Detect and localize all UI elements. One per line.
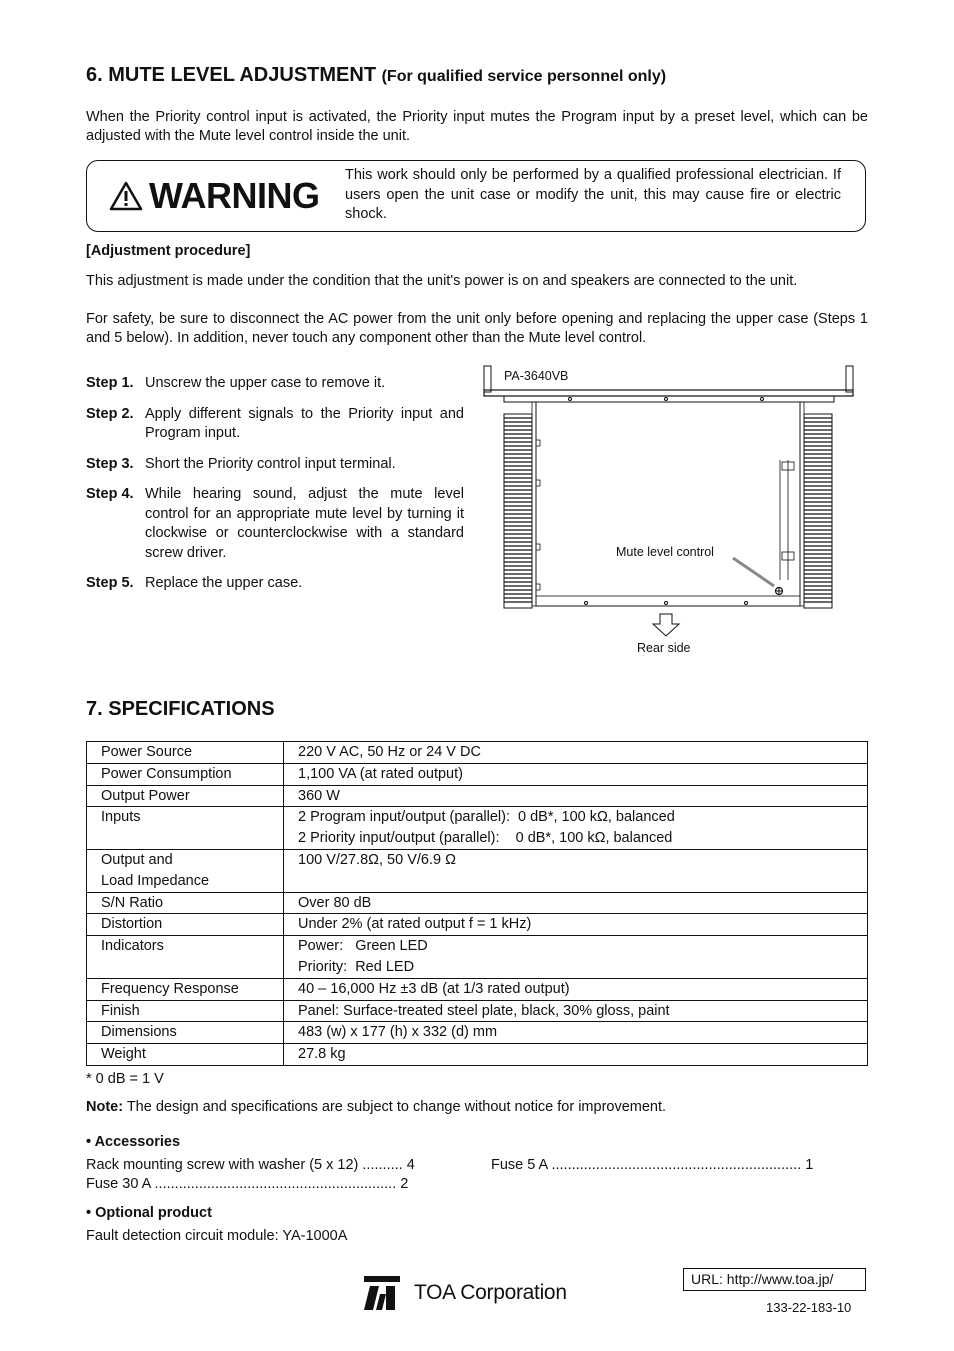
spec-row xyxy=(87,807,868,850)
spec-value: Power: Green LED xyxy=(298,938,428,955)
spec-value: 2 Priority input/output (parallel): 0 dB*, 100 kΩ, balanced xyxy=(298,830,673,847)
spec-value: Panel: Surface-treated steel plate, black, 30% gloss, paint xyxy=(298,1002,670,1019)
spec-key-cell xyxy=(87,978,284,1000)
spec-key: Dimensions xyxy=(101,1024,177,1041)
warning-label-group xyxy=(109,175,320,217)
section6-intro: When the Priority control input is activated, the Priority input mutes the Program input by a preset level, which can be adjusted with the Mute level control inside the unit. xyxy=(86,109,868,144)
spec-key-cell xyxy=(87,936,284,979)
step-item xyxy=(86,374,464,394)
spec-key: Weight xyxy=(101,1046,146,1063)
section6-heading xyxy=(86,64,666,87)
section6-title: 6. MUTE LEVEL ADJUSTMENT xyxy=(86,64,377,86)
spec-key: Finish xyxy=(101,1002,140,1019)
unit-top-view-diagram xyxy=(470,360,870,660)
toa-logo-icon xyxy=(364,1276,400,1310)
procedure-paragraph-1: This adjustment is made under the condition that the unit's power is on and speakers are connected to the unit. xyxy=(86,273,798,289)
step-text: Apply different signals to the Priority input and Program input. xyxy=(145,405,464,441)
spec-value: 220 V AC, 50 Hz or 24 V DC xyxy=(298,744,481,760)
company-name: TOA Corporation xyxy=(414,1281,567,1304)
document-code: 133-22-183-10 xyxy=(766,1300,852,1315)
spec-value: Priority: Red LED xyxy=(298,958,415,975)
spec-key-cell xyxy=(87,1000,284,1022)
spec-value-cell xyxy=(284,807,868,850)
steps-list xyxy=(86,374,464,605)
spec-row xyxy=(87,892,868,914)
note-text: The design and specifications are subject to change without notice for improvement. xyxy=(123,1099,667,1115)
section7-title: 7. SPECIFICATIONS xyxy=(86,698,275,720)
step-text: Short the Priority control input terminal. xyxy=(145,455,396,472)
company-logo xyxy=(364,1276,567,1310)
procedure-heading: [Adjustment procedure] xyxy=(86,243,251,259)
spec-value: 2 Program input/output (parallel): 0 dB*, 100 kΩ, balanced xyxy=(298,809,675,826)
spec-value: 483 (w) x 177 (h) x 332 (d) mm xyxy=(298,1024,498,1041)
spec-value: 100 V/27.8Ω, 50 V/6.9 Ω xyxy=(298,851,456,868)
spec-row xyxy=(87,742,868,764)
spec-value-cell xyxy=(284,914,868,936)
spec-key-cell xyxy=(87,849,284,892)
accessory-line: Fuse 30 A ............................................................ 2 xyxy=(86,1176,409,1192)
spec-key: Output Power xyxy=(101,787,190,804)
spec-value-cell xyxy=(284,849,868,892)
note xyxy=(86,1099,666,1115)
diagram-rear-label: Rear side xyxy=(637,641,691,655)
spec-key-cell xyxy=(87,892,284,914)
spec-value-cell xyxy=(284,936,868,979)
step-item xyxy=(86,455,464,475)
url-box: URL: http://www.toa.jp/ xyxy=(683,1268,866,1291)
spec-value: 27.8 kg xyxy=(298,1046,346,1063)
step-text: While hearing sound, adjust the mute level control for an appropriate mute level by turning it clockwise or counterclockwise with a standard screw driver. xyxy=(145,486,464,561)
spec-value-cell xyxy=(284,892,868,914)
spec-row xyxy=(87,785,868,807)
spec-key-cell xyxy=(87,1022,284,1044)
spec-value-cell xyxy=(284,1000,868,1022)
spec-key-cell xyxy=(87,914,284,936)
accessory-line: Rack mounting screw with washer (5 x 12) .......... 4 xyxy=(86,1157,415,1173)
spec-row xyxy=(87,1022,868,1044)
warning-text: This work should only be performed by a qualified professional electrician. If users open the unit case or modify the unit, this may cause fire or electric shock. xyxy=(345,167,841,222)
spec-key-cell xyxy=(87,1044,284,1066)
spec-key: Inputs xyxy=(101,809,141,826)
accessory-line: Fuse 5 A .............................................................. 1 xyxy=(491,1157,814,1173)
rear-arrow-icon xyxy=(653,614,679,636)
specifications-table xyxy=(86,741,868,1066)
spec-key-cell xyxy=(87,742,284,764)
spec-value-cell xyxy=(284,763,868,785)
warning-box xyxy=(86,160,866,232)
footnote: * 0 dB = 1 V xyxy=(86,1071,164,1087)
right-heatsink xyxy=(804,414,832,608)
spec-value: 1,100 VA (at rated output) xyxy=(298,765,463,782)
spec-row xyxy=(87,1044,868,1066)
spec-value-cell xyxy=(284,785,868,807)
step-label: Step 2. xyxy=(86,405,134,422)
spec-row xyxy=(87,978,868,1000)
step-label: Step 5. xyxy=(86,575,134,591)
spec-value: Under 2% (at rated output f = 1 kHz) xyxy=(298,916,532,933)
spec-value-cell xyxy=(284,1022,868,1044)
optional-text: Fault detection circuit module: YA-1000A xyxy=(86,1228,348,1244)
step-label: Step 1. xyxy=(86,375,134,391)
warning-triangle-icon xyxy=(109,181,143,211)
step-text: Unscrew the upper case to remove it. xyxy=(145,375,386,391)
note-label: Note: xyxy=(86,1099,124,1115)
spec-value-cell xyxy=(284,742,868,764)
step-text: Replace the upper case. xyxy=(145,575,303,591)
spec-key: Frequency Response xyxy=(101,980,239,997)
optional-heading: • Optional product xyxy=(86,1205,212,1221)
spec-value-cell xyxy=(284,1044,868,1066)
spec-row xyxy=(87,849,868,892)
spec-row xyxy=(87,1000,868,1022)
spec-value: Over 80 dB xyxy=(298,894,372,911)
spec-key: Indicators xyxy=(101,938,164,955)
spec-key: Output and xyxy=(101,851,173,868)
spec-row xyxy=(87,763,868,785)
spec-value: 360 W xyxy=(298,787,340,804)
step-item xyxy=(86,574,464,594)
step-label: Step 3. xyxy=(86,455,134,472)
procedure-paragraph-2: For safety, be sure to disconnect the AC power from the unit only before opening and replacing the upper case (Steps 1 and 5 below). In addition, never touch any component other than the Mute level control. xyxy=(86,311,868,346)
spec-value: 40 – 16,000 Hz ±3 dB (at 1/3 rated output) xyxy=(298,980,570,997)
step-item xyxy=(86,405,464,444)
spec-key: S/N Ratio xyxy=(101,894,164,911)
spec-key-cell xyxy=(87,785,284,807)
spec-key: Load Impedance xyxy=(101,872,210,889)
spec-key-cell xyxy=(87,807,284,850)
section6-subtitle: (For qualified service personnel only) xyxy=(381,68,667,85)
diagram-model-label: PA-3640VB xyxy=(504,369,569,383)
step-item xyxy=(86,485,464,563)
spec-key: Power Source xyxy=(101,744,193,760)
spec-key: Power Consumption xyxy=(101,765,232,782)
accessories-heading: • Accessories xyxy=(86,1134,181,1150)
step-label: Step 4. xyxy=(86,486,134,502)
left-heatsink xyxy=(504,414,532,608)
spec-value-cell xyxy=(284,978,868,1000)
spec-row xyxy=(87,936,868,979)
spec-key-cell xyxy=(87,763,284,785)
spec-row xyxy=(87,914,868,936)
diagram-callout-label: Mute level control xyxy=(616,545,714,559)
warning-label: WARNING xyxy=(149,175,320,216)
spec-key: Distortion xyxy=(101,916,163,933)
